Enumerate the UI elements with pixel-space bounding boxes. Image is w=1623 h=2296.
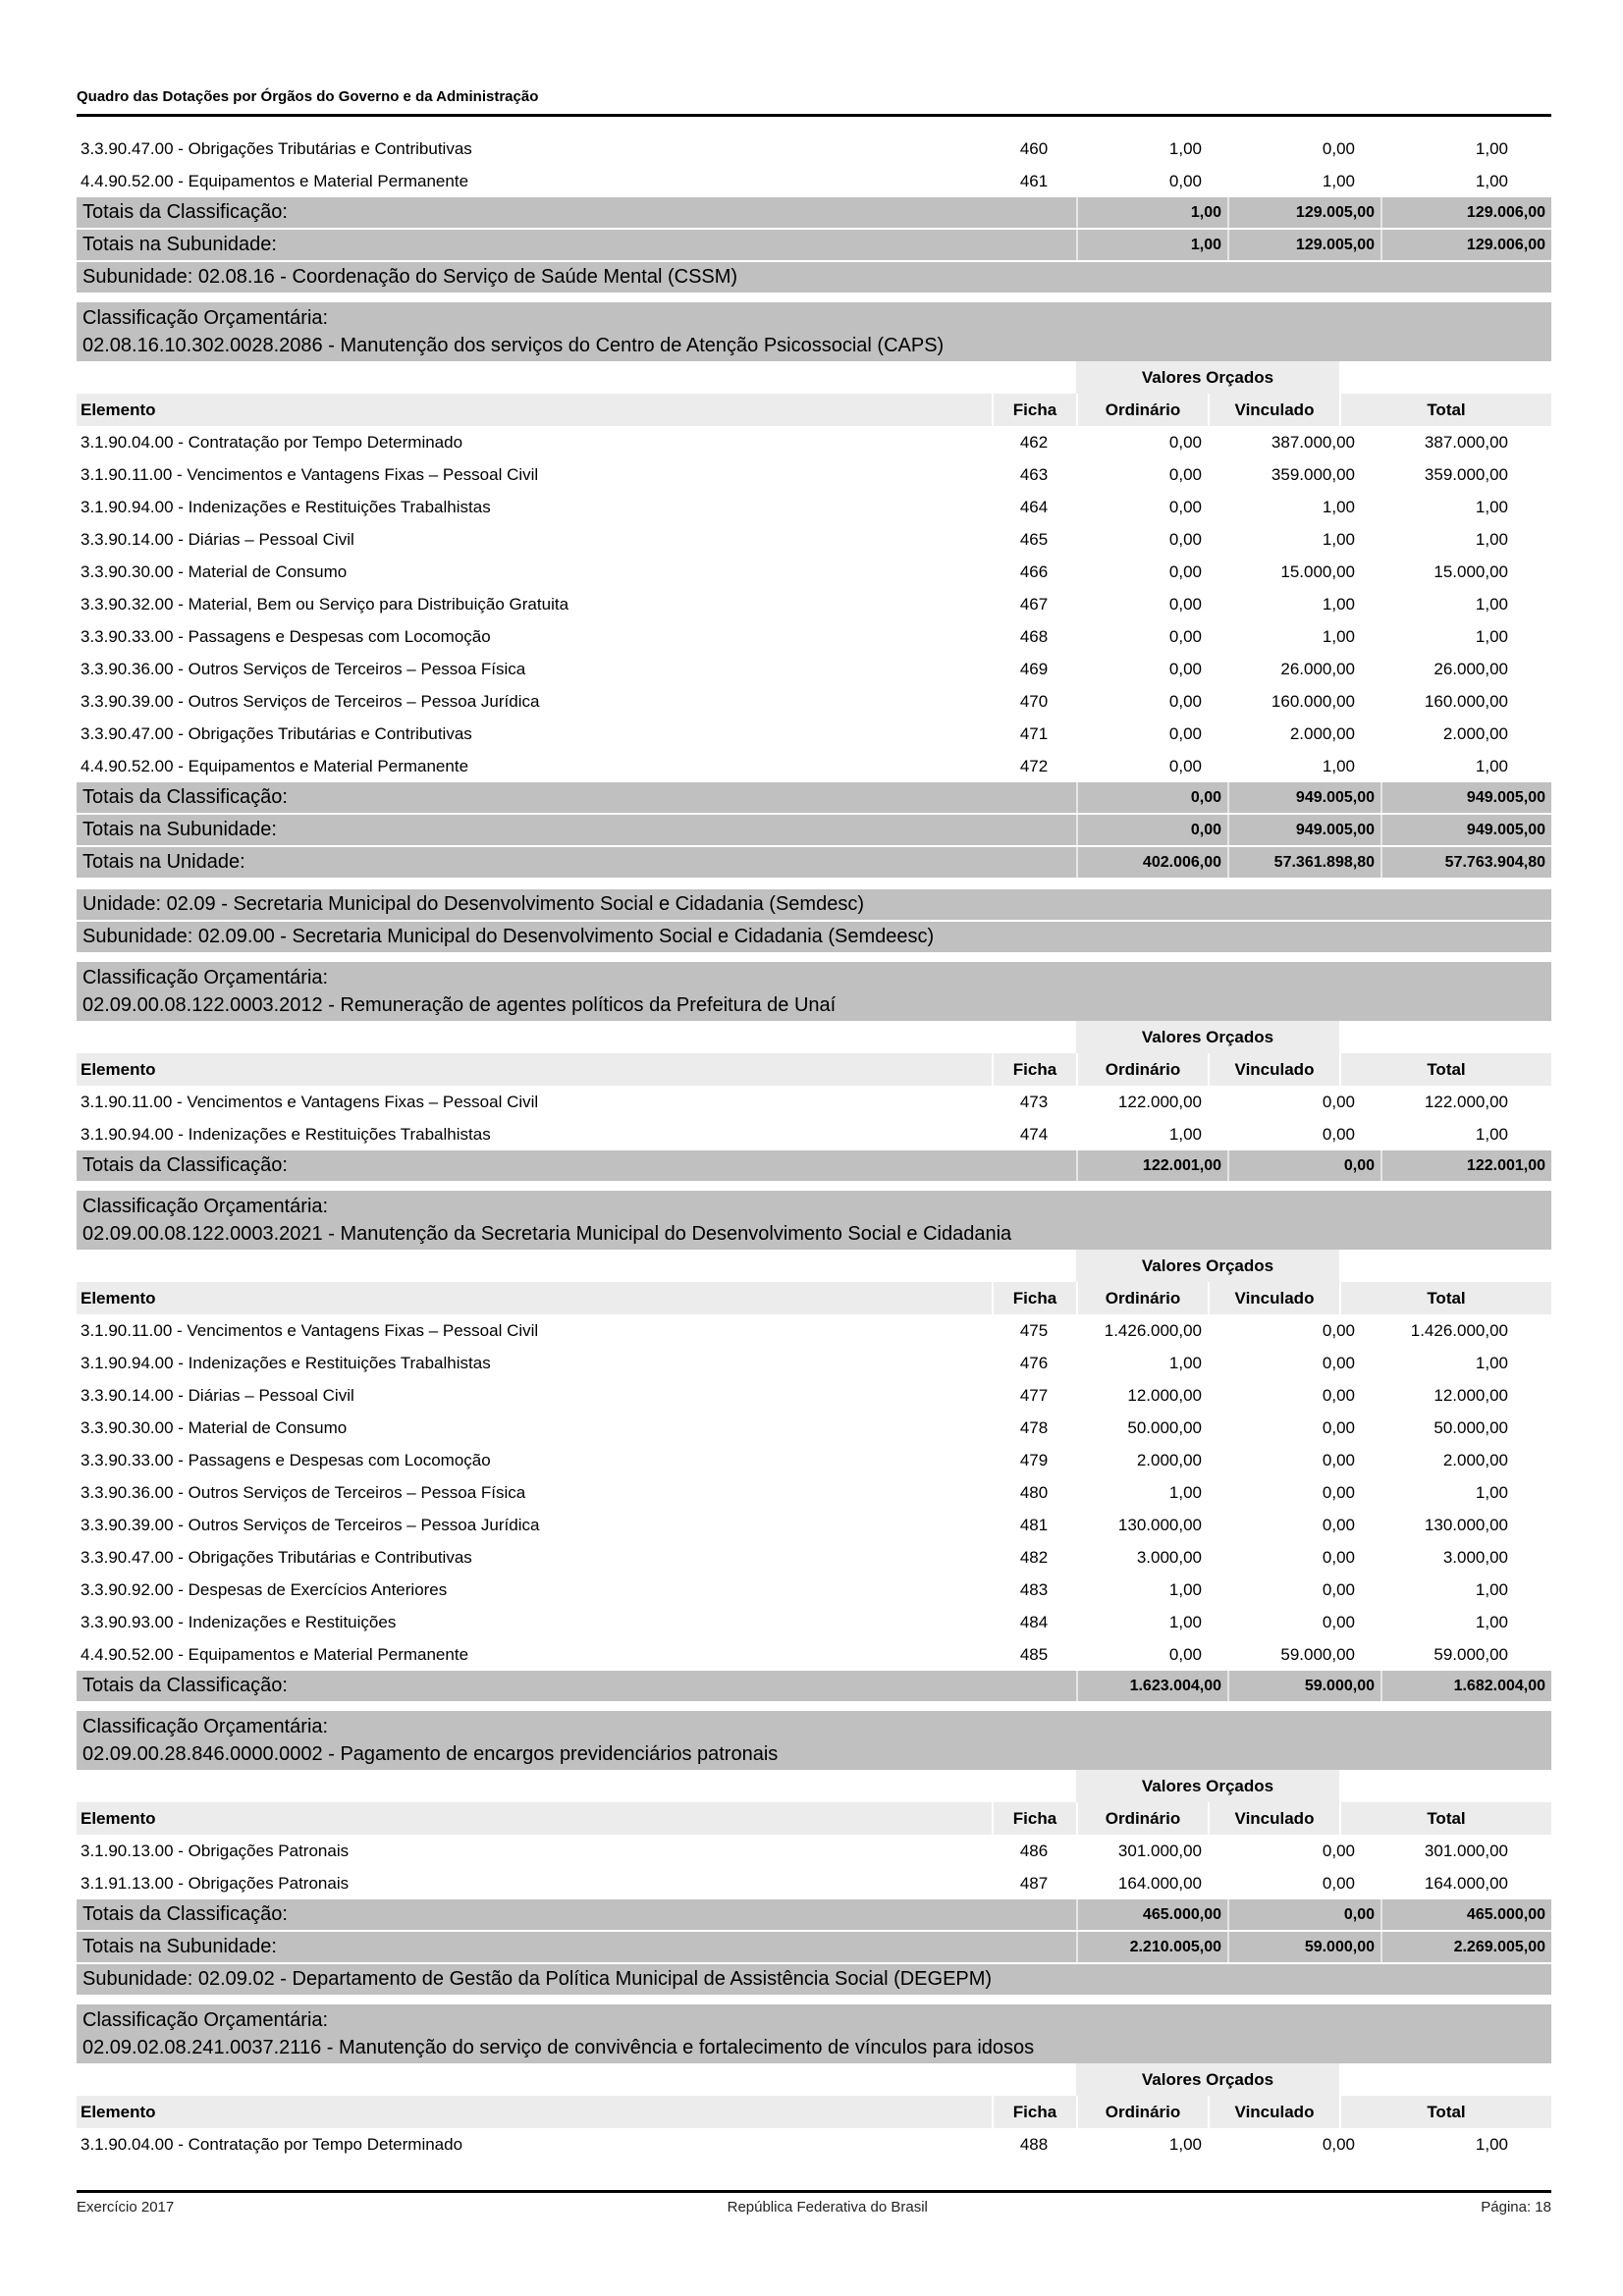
table-row bbox=[77, 1574, 1551, 1606]
totals-label: Totais da Classificação: bbox=[82, 1675, 288, 1696]
classificacao-code: 02.09.00.08.122.0003.2012 - Remuneração de agentes políticos da Prefeitura de Unaí bbox=[82, 994, 837, 1016]
col-ordinario: Ordinário bbox=[1076, 1053, 1208, 1086]
ordinario-cell: 1.426.000,00 bbox=[1104, 1320, 1202, 1340]
vinculado-cell: 0,00 bbox=[1322, 1353, 1355, 1372]
total-cell: 1,00 bbox=[1475, 1124, 1508, 1144]
classificacao-header bbox=[77, 2004, 1551, 2063]
valores-orcados-label: Valores Orçados bbox=[1076, 1021, 1339, 1053]
table-row bbox=[77, 718, 1551, 750]
elemento-cell: 3.3.90.36.00 - Outros Serviços de Terceiros – Pessoa Física bbox=[81, 659, 526, 678]
totais-classificacao-row bbox=[77, 197, 1551, 228]
total-vinculado: 0,00 bbox=[1227, 1150, 1380, 1181]
ficha-cell: 465 bbox=[1019, 529, 1049, 549]
total-total: 465.000,00 bbox=[1380, 1899, 1551, 1930]
elemento-cell: 3.3.90.93.00 - Indenizações e Restituições bbox=[81, 1612, 397, 1631]
classificacao-label: Classificação Orçamentária: bbox=[82, 1716, 329, 1737]
elemento-cell: 3.3.90.30.00 - Material de Consumo bbox=[81, 561, 348, 581]
total-cell: 160.000,00 bbox=[1424, 691, 1508, 711]
total-cell: 1,00 bbox=[1475, 1353, 1508, 1372]
elemento-cell: 4.4.90.52.00 - Equipamentos e Material Permanente bbox=[81, 1644, 469, 1664]
ficha-cell: 483 bbox=[1019, 1579, 1049, 1599]
total-cell: 1,00 bbox=[1475, 1579, 1508, 1599]
vinculado-cell: 0,00 bbox=[1322, 1092, 1355, 1111]
ficha-cell: 467 bbox=[1019, 594, 1049, 614]
total-cell: 2.000,00 bbox=[1442, 723, 1508, 743]
total-ordinario: 1,00 bbox=[1076, 197, 1227, 228]
table-row bbox=[77, 426, 1551, 458]
col-ordinario: Ordinário bbox=[1076, 394, 1208, 426]
report-title: Quadro das Dotações por Órgãos do Governo e da Administração bbox=[77, 88, 539, 105]
ordinario-cell: 0,00 bbox=[1168, 1644, 1202, 1664]
elemento-cell: 3.1.90.04.00 - Contratação por Tempo Determinado bbox=[81, 432, 463, 452]
ordinario-cell: 1,00 bbox=[1168, 1124, 1202, 1144]
ordinario-cell: 0,00 bbox=[1168, 723, 1202, 743]
total-cell: 1,00 bbox=[1475, 529, 1508, 549]
vinculado-cell: 1,00 bbox=[1322, 626, 1355, 646]
col-vinculado: Vinculado bbox=[1208, 394, 1339, 426]
footer-exercicio: Exercício 2017 bbox=[77, 2199, 175, 2216]
total-cell: 50.000,00 bbox=[1434, 1417, 1508, 1437]
totals-label: Totais da Classificação: bbox=[82, 201, 288, 223]
col-ficha: Ficha bbox=[992, 2096, 1076, 2128]
col-ordinario: Ordinário bbox=[1076, 2096, 1208, 2128]
classificacao-label: Classificação Orçamentária: bbox=[82, 2009, 329, 2031]
col-total: Total bbox=[1339, 2096, 1551, 2128]
total-vinculado: 59.000,00 bbox=[1227, 1671, 1380, 1701]
table-row bbox=[77, 1606, 1551, 1638]
table-body bbox=[77, 426, 1551, 782]
table-row bbox=[77, 1412, 1551, 1444]
footer-page-number: Página: 18 bbox=[1481, 2199, 1551, 2216]
ficha-cell: 479 bbox=[1019, 1450, 1049, 1469]
classificacao-header bbox=[77, 302, 1551, 361]
table-row bbox=[77, 750, 1551, 782]
totals-label: Totais na Subunidade: bbox=[82, 1936, 277, 1957]
table-row bbox=[77, 1086, 1551, 1118]
table-row bbox=[77, 1347, 1551, 1379]
ordinario-cell: 0,00 bbox=[1168, 626, 1202, 646]
classificacao-code: 02.09.00.08.122.0003.2021 - Manutenção da Secretaria Municipal do Desenvolvimento Social e Cidadania bbox=[82, 1223, 1012, 1245]
table-row bbox=[77, 588, 1551, 620]
classificacao-header bbox=[77, 1711, 1551, 1770]
total-cell: 1,00 bbox=[1475, 138, 1508, 158]
total-cell: 164.000,00 bbox=[1424, 1873, 1508, 1893]
table-row bbox=[77, 1314, 1551, 1347]
total-cell: 1,00 bbox=[1475, 171, 1508, 190]
table-row bbox=[77, 458, 1551, 491]
subunidade-header: Subunidade: 02.09.00 - Secretaria Municipal do Desenvolvimento Social e Cidadania (Semdeesc) bbox=[77, 922, 1551, 952]
total-total: 949.005,00 bbox=[1380, 815, 1551, 845]
col-ficha: Ficha bbox=[992, 394, 1076, 426]
col-vinculado: Vinculado bbox=[1208, 2096, 1339, 2128]
elemento-cell: 3.3.90.47.00 - Obrigações Tributárias e Contributivas bbox=[81, 1547, 472, 1567]
unidade-header: Unidade: 02.09 - Secretaria Municipal do Desenvolvimento Social e Cidadania (Semdesc) bbox=[77, 889, 1551, 920]
total-cell: 122.000,00 bbox=[1424, 1092, 1508, 1111]
totais-classificacao-row bbox=[77, 1671, 1551, 1701]
col-ordinario: Ordinário bbox=[1076, 1282, 1208, 1314]
col-elemento: Elemento bbox=[81, 1059, 156, 1079]
elemento-cell: 3.1.91.13.00 - Obrigações Patronais bbox=[81, 1873, 350, 1893]
elemento-cell: 3.1.90.94.00 - Indenizações e Restituições Trabalhistas bbox=[81, 1124, 491, 1144]
elemento-cell: 3.3.90.36.00 - Outros Serviços de Terceiros – Pessoa Física bbox=[81, 1482, 526, 1502]
elemento-cell: 3.1.90.94.00 - Indenizações e Restituições Trabalhistas bbox=[81, 1353, 491, 1372]
total-cell: 3.000,00 bbox=[1442, 1547, 1508, 1567]
table-body bbox=[77, 2128, 1551, 2161]
total-cell: 1,00 bbox=[1475, 1482, 1508, 1502]
vinculado-cell: 1,00 bbox=[1322, 756, 1355, 775]
carryover-section bbox=[77, 133, 1551, 260]
total-total: 949.005,00 bbox=[1380, 782, 1551, 813]
vinculado-cell: 1,00 bbox=[1322, 594, 1355, 614]
col-total: Total bbox=[1339, 1282, 1551, 1314]
vinculado-cell: 59.000,00 bbox=[1280, 1644, 1355, 1664]
total-ordinario: 122.001,00 bbox=[1076, 1150, 1227, 1181]
ordinario-cell: 0,00 bbox=[1168, 432, 1202, 452]
total-vinculado: 949.005,00 bbox=[1227, 782, 1380, 813]
table-body bbox=[77, 1314, 1551, 1671]
ficha-cell: 473 bbox=[1019, 1092, 1049, 1111]
totals-label: Totais na Subunidade: bbox=[82, 234, 277, 255]
vinculado-cell: 1,00 bbox=[1322, 529, 1355, 549]
vinculado-cell: 0,00 bbox=[1322, 1385, 1355, 1405]
table-header bbox=[77, 1282, 1551, 1314]
ordinario-cell: 12.000,00 bbox=[1127, 1385, 1202, 1405]
total-cell: 1,00 bbox=[1475, 497, 1508, 516]
classificacao-label: Classificação Orçamentária: bbox=[82, 967, 329, 988]
col-vinculado: Vinculado bbox=[1208, 1053, 1339, 1086]
elemento-cell: 3.3.90.33.00 - Passagens e Despesas com Locomoção bbox=[81, 626, 491, 646]
vinculado-cell: 0,00 bbox=[1322, 138, 1355, 158]
total-total: 122.001,00 bbox=[1380, 1150, 1551, 1181]
vinculado-cell: 0,00 bbox=[1322, 1515, 1355, 1534]
totais-subunidade-row bbox=[77, 1932, 1551, 1962]
ficha-cell: 481 bbox=[1019, 1515, 1049, 1534]
ficha-cell: 468 bbox=[1019, 626, 1049, 646]
valores-orcados-header bbox=[77, 1250, 1551, 1282]
table-row bbox=[77, 133, 1551, 165]
total-ordinario: 2.210.005,00 bbox=[1076, 1932, 1227, 1962]
vinculado-cell: 1,00 bbox=[1322, 171, 1355, 190]
ordinario-cell: 0,00 bbox=[1168, 659, 1202, 678]
subunidade-header: Subunidade: 02.08.16 - Coordenação do Serviço de Saúde Mental (CSSM) bbox=[77, 262, 1551, 293]
ordinario-cell: 0,00 bbox=[1168, 561, 1202, 581]
table-row bbox=[77, 1867, 1551, 1899]
totais-subunidade-row bbox=[77, 815, 1551, 845]
table-header bbox=[77, 2096, 1551, 2128]
table-row bbox=[77, 2128, 1551, 2161]
ordinario-cell: 164.000,00 bbox=[1117, 1873, 1202, 1893]
total-total: 129.006,00 bbox=[1380, 230, 1551, 260]
elemento-cell: 3.1.90.11.00 - Vencimentos e Vantagens Fixas – Pessoal Civil bbox=[81, 464, 539, 484]
vinculado-cell: 0,00 bbox=[1322, 1450, 1355, 1469]
col-total: Total bbox=[1339, 1053, 1551, 1086]
elemento-cell: 3.3.90.39.00 - Outros Serviços de Terceiros – Pessoa Jurídica bbox=[81, 691, 540, 711]
total-cell: 1,00 bbox=[1475, 1612, 1508, 1631]
col-ficha: Ficha bbox=[992, 1053, 1076, 1086]
totals-label: Totais na Subunidade: bbox=[82, 819, 277, 840]
valores-orcados-label: Valores Orçados bbox=[1076, 361, 1339, 394]
ficha-cell: 485 bbox=[1019, 1644, 1049, 1664]
elemento-cell: 3.3.90.14.00 - Diárias – Pessoal Civil bbox=[81, 529, 354, 549]
table-row bbox=[77, 491, 1551, 523]
ordinario-cell: 1,00 bbox=[1168, 1482, 1202, 1502]
total-total: 2.269.005,00 bbox=[1380, 1932, 1551, 1962]
vinculado-cell: 387.000,00 bbox=[1271, 432, 1355, 452]
vinculado-cell: 0,00 bbox=[1322, 1579, 1355, 1599]
ordinario-cell: 0,00 bbox=[1168, 691, 1202, 711]
col-total: Total bbox=[1339, 394, 1551, 426]
total-vinculado: 57.361.898,80 bbox=[1227, 847, 1380, 878]
header-rule bbox=[77, 114, 1551, 117]
page-footer bbox=[77, 2199, 1551, 2216]
vinculado-cell: 15.000,00 bbox=[1280, 561, 1355, 581]
vinculado-cell: 359.000,00 bbox=[1271, 464, 1355, 484]
table-row bbox=[77, 1379, 1551, 1412]
classificacao-code: 02.09.02.08.241.0037.2116 - Manutenção do serviço de convivência e fortalecimento de vínculos para idosos bbox=[82, 2037, 1035, 2058]
vinculado-cell: 0,00 bbox=[1322, 2134, 1355, 2154]
total-vinculado: 129.005,00 bbox=[1227, 230, 1380, 260]
vinculado-cell: 26.000,00 bbox=[1280, 659, 1355, 678]
valores-orcados-label: Valores Orçados bbox=[1076, 1250, 1339, 1282]
vinculado-cell: 0,00 bbox=[1322, 1124, 1355, 1144]
ordinario-cell: 0,00 bbox=[1168, 464, 1202, 484]
col-ficha: Ficha bbox=[992, 1282, 1076, 1314]
ordinario-cell: 2.000,00 bbox=[1136, 1450, 1202, 1469]
totais-subunidade-row bbox=[77, 230, 1551, 260]
total-cell: 130.000,00 bbox=[1424, 1515, 1508, 1534]
ordinario-cell: 0,00 bbox=[1168, 594, 1202, 614]
ordinario-cell: 1,00 bbox=[1168, 2134, 1202, 2154]
col-elemento: Elemento bbox=[81, 1808, 156, 1828]
total-ordinario: 402.006,00 bbox=[1076, 847, 1227, 878]
classificacao-code: 02.08.16.10.302.0028.2086 - Manutenção dos serviços do Centro de Atenção Psicossocial (CAPS) bbox=[82, 335, 945, 356]
col-vinculado: Vinculado bbox=[1208, 1802, 1339, 1835]
table-row bbox=[77, 1509, 1551, 1541]
total-vinculado: 0,00 bbox=[1227, 1899, 1380, 1930]
ficha-cell: 487 bbox=[1019, 1873, 1049, 1893]
classificacao-header bbox=[77, 1191, 1551, 1250]
col-vinculado: Vinculado bbox=[1208, 1282, 1339, 1314]
elemento-cell: 3.3.90.30.00 - Material de Consumo bbox=[81, 1417, 348, 1437]
total-ordinario: 465.000,00 bbox=[1076, 1899, 1227, 1930]
ficha-cell: 466 bbox=[1019, 561, 1049, 581]
elemento-cell: 3.1.90.94.00 - Indenizações e Restituições Trabalhistas bbox=[81, 497, 491, 516]
ficha-cell: 476 bbox=[1019, 1353, 1049, 1372]
vinculado-cell: 0,00 bbox=[1322, 1873, 1355, 1893]
ficha-cell: 478 bbox=[1019, 1417, 1049, 1437]
total-vinculado: 129.005,00 bbox=[1227, 197, 1380, 228]
footer-republica: República Federativa do Brasil bbox=[727, 2199, 928, 2216]
elemento-cell: 3.3.90.14.00 - Diárias – Pessoal Civil bbox=[81, 1385, 354, 1405]
ficha-cell: 463 bbox=[1019, 464, 1049, 484]
table-row bbox=[77, 1444, 1551, 1476]
elemento-cell: 3.3.90.47.00 - Obrigações Tributárias e Contributivas bbox=[81, 723, 472, 743]
total-cell: 26.000,00 bbox=[1434, 659, 1508, 678]
total-ordinario: 0,00 bbox=[1076, 815, 1227, 845]
table-row bbox=[77, 653, 1551, 685]
ficha-cell: 461 bbox=[1019, 171, 1049, 190]
vinculado-cell: 0,00 bbox=[1322, 1841, 1355, 1860]
totals-label: Totais na Unidade: bbox=[82, 851, 245, 873]
total-total: 129.006,00 bbox=[1380, 197, 1551, 228]
valores-orcados-label: Valores Orçados bbox=[1076, 2063, 1339, 2096]
total-ordinario: 0,00 bbox=[1076, 782, 1227, 813]
total-vinculado: 949.005,00 bbox=[1227, 815, 1380, 845]
ficha-cell: 488 bbox=[1019, 2134, 1049, 2154]
totais-classificacao-row bbox=[77, 1899, 1551, 1930]
ordinario-cell: 0,00 bbox=[1168, 497, 1202, 516]
total-cell: 1,00 bbox=[1475, 756, 1508, 775]
table-body bbox=[77, 1086, 1551, 1150]
valores-orcados-header bbox=[77, 2063, 1551, 2096]
ordinario-cell: 1,00 bbox=[1168, 1579, 1202, 1599]
vinculado-cell: 0,00 bbox=[1322, 1482, 1355, 1502]
ordinario-cell: 130.000,00 bbox=[1117, 1515, 1202, 1534]
total-cell: 2.000,00 bbox=[1442, 1450, 1508, 1469]
table-row bbox=[77, 556, 1551, 588]
classificacao-label: Classificação Orçamentária: bbox=[82, 307, 329, 329]
total-cell: 15.000,00 bbox=[1434, 561, 1508, 581]
ordinario-cell: 301.000,00 bbox=[1117, 1841, 1202, 1860]
classificacao-label: Classificação Orçamentária: bbox=[82, 1196, 329, 1217]
table-row bbox=[77, 1638, 1551, 1671]
total-cell: 1,00 bbox=[1475, 626, 1508, 646]
ficha-cell: 472 bbox=[1019, 756, 1049, 775]
col-ficha: Ficha bbox=[992, 1802, 1076, 1835]
elemento-cell: 3.3.90.33.00 - Passagens e Despesas com Locomoção bbox=[81, 1450, 491, 1469]
col-elemento: Elemento bbox=[81, 1288, 156, 1308]
ordinario-cell: 1,00 bbox=[1168, 1353, 1202, 1372]
table-header bbox=[77, 394, 1551, 426]
elemento-cell: 3.3.90.92.00 - Despesas de Exercícios Anteriores bbox=[81, 1579, 448, 1599]
table-row bbox=[77, 1541, 1551, 1574]
total-cell: 1.426.000,00 bbox=[1410, 1320, 1508, 1340]
table-body bbox=[77, 1835, 1551, 1899]
report-content bbox=[77, 133, 1551, 2161]
totals-label: Totais da Classificação: bbox=[82, 1903, 288, 1925]
elemento-cell: 4.4.90.52.00 - Equipamentos e Material Permanente bbox=[81, 171, 469, 190]
vinculado-cell: 2.000,00 bbox=[1289, 723, 1355, 743]
ordinario-cell: 0,00 bbox=[1168, 171, 1202, 190]
ficha-cell: 486 bbox=[1019, 1841, 1049, 1860]
total-cell: 59.000,00 bbox=[1434, 1644, 1508, 1664]
totais-classificacao-row bbox=[77, 782, 1551, 813]
elemento-cell: 4.4.90.52.00 - Equipamentos e Material Permanente bbox=[81, 756, 469, 775]
table-header bbox=[77, 1053, 1551, 1086]
elemento-cell: 3.1.90.11.00 - Vencimentos e Vantagens Fixas – Pessoal Civil bbox=[81, 1092, 539, 1111]
elemento-cell: 3.3.90.47.00 - Obrigações Tributárias e Contributivas bbox=[81, 138, 472, 158]
total-cell: 301.000,00 bbox=[1424, 1841, 1508, 1860]
table-row bbox=[77, 1118, 1551, 1150]
valores-orcados-header bbox=[77, 1021, 1551, 1053]
ficha-cell: 482 bbox=[1019, 1547, 1049, 1567]
total-cell: 12.000,00 bbox=[1434, 1385, 1508, 1405]
total-total: 1.682.004,00 bbox=[1380, 1671, 1551, 1701]
table-row bbox=[77, 685, 1551, 718]
total-vinculado: 59.000,00 bbox=[1227, 1932, 1380, 1962]
ordinario-cell: 122.000,00 bbox=[1117, 1092, 1202, 1111]
valores-orcados-header bbox=[77, 1770, 1551, 1802]
total-cell: 359.000,00 bbox=[1424, 464, 1508, 484]
col-elemento: Elemento bbox=[81, 2102, 156, 2121]
table-row bbox=[77, 620, 1551, 653]
footer-rule bbox=[77, 2190, 1551, 2193]
total-cell: 387.000,00 bbox=[1424, 432, 1508, 452]
ficha-cell: 477 bbox=[1019, 1385, 1049, 1405]
ficha-cell: 475 bbox=[1019, 1320, 1049, 1340]
ficha-cell: 464 bbox=[1019, 497, 1049, 516]
ficha-cell: 474 bbox=[1019, 1124, 1049, 1144]
ficha-cell: 462 bbox=[1019, 432, 1049, 452]
ficha-cell: 480 bbox=[1019, 1482, 1049, 1502]
elemento-cell: 3.1.90.11.00 - Vencimentos e Vantagens Fixas – Pessoal Civil bbox=[81, 1320, 539, 1340]
col-elemento: Elemento bbox=[81, 400, 156, 419]
ordinario-cell: 50.000,00 bbox=[1127, 1417, 1202, 1437]
subunidade-header: Subunidade: 02.09.02 - Departamento de Gestão da Política Municipal de Assistência Social (DEGEPM) bbox=[77, 1964, 1551, 1995]
elemento-cell: 3.1.90.04.00 - Contratação por Tempo Determinado bbox=[81, 2134, 463, 2154]
table-row bbox=[77, 1835, 1551, 1867]
col-total: Total bbox=[1339, 1802, 1551, 1835]
table-row bbox=[77, 1476, 1551, 1509]
table-row bbox=[77, 523, 1551, 556]
valores-orcados-header bbox=[77, 361, 1551, 394]
ordinario-cell: 0,00 bbox=[1168, 756, 1202, 775]
ficha-cell: 470 bbox=[1019, 691, 1049, 711]
total-total: 57.763.904,80 bbox=[1380, 847, 1551, 878]
valores-orcados-label: Valores Orçados bbox=[1076, 1770, 1339, 1802]
elemento-cell: 3.3.90.39.00 - Outros Serviços de Terceiros – Pessoa Jurídica bbox=[81, 1515, 540, 1534]
elemento-cell: 3.3.90.32.00 - Material, Bem ou Serviço para Distribuição Gratuita bbox=[81, 594, 569, 614]
totals-label: Totais da Classificação: bbox=[82, 786, 288, 808]
ordinario-cell: 1,00 bbox=[1168, 1612, 1202, 1631]
table-header bbox=[77, 1802, 1551, 1835]
total-ordinario: 1.623.004,00 bbox=[1076, 1671, 1227, 1701]
vinculado-cell: 0,00 bbox=[1322, 1612, 1355, 1631]
ficha-cell: 471 bbox=[1019, 723, 1049, 743]
ordinario-cell: 1,00 bbox=[1168, 138, 1202, 158]
col-ordinario: Ordinário bbox=[1076, 1802, 1208, 1835]
classificacao-header bbox=[77, 962, 1551, 1021]
ordinario-cell: 3.000,00 bbox=[1136, 1547, 1202, 1567]
ficha-cell: 484 bbox=[1019, 1612, 1049, 1631]
totals-label: Totais da Classificação: bbox=[82, 1154, 288, 1176]
ficha-cell: 460 bbox=[1019, 138, 1049, 158]
total-cell: 1,00 bbox=[1475, 2134, 1508, 2154]
elemento-cell: 3.1.90.13.00 - Obrigações Patronais bbox=[81, 1841, 350, 1860]
vinculado-cell: 1,00 bbox=[1322, 497, 1355, 516]
classificacao-code: 02.09.00.28.846.0000.0002 - Pagamento de encargos previdenciários patronais bbox=[82, 1743, 779, 1765]
vinculado-cell: 0,00 bbox=[1322, 1547, 1355, 1567]
vinculado-cell: 0,00 bbox=[1322, 1320, 1355, 1340]
ordinario-cell: 0,00 bbox=[1168, 529, 1202, 549]
totais-unidade-row bbox=[77, 847, 1551, 878]
totais-classificacao-row bbox=[77, 1150, 1551, 1181]
total-cell: 1,00 bbox=[1475, 594, 1508, 614]
total-ordinario: 1,00 bbox=[1076, 230, 1227, 260]
ficha-cell: 469 bbox=[1019, 659, 1049, 678]
vinculado-cell: 160.000,00 bbox=[1271, 691, 1355, 711]
table-row bbox=[77, 165, 1551, 197]
vinculado-cell: 0,00 bbox=[1322, 1417, 1355, 1437]
